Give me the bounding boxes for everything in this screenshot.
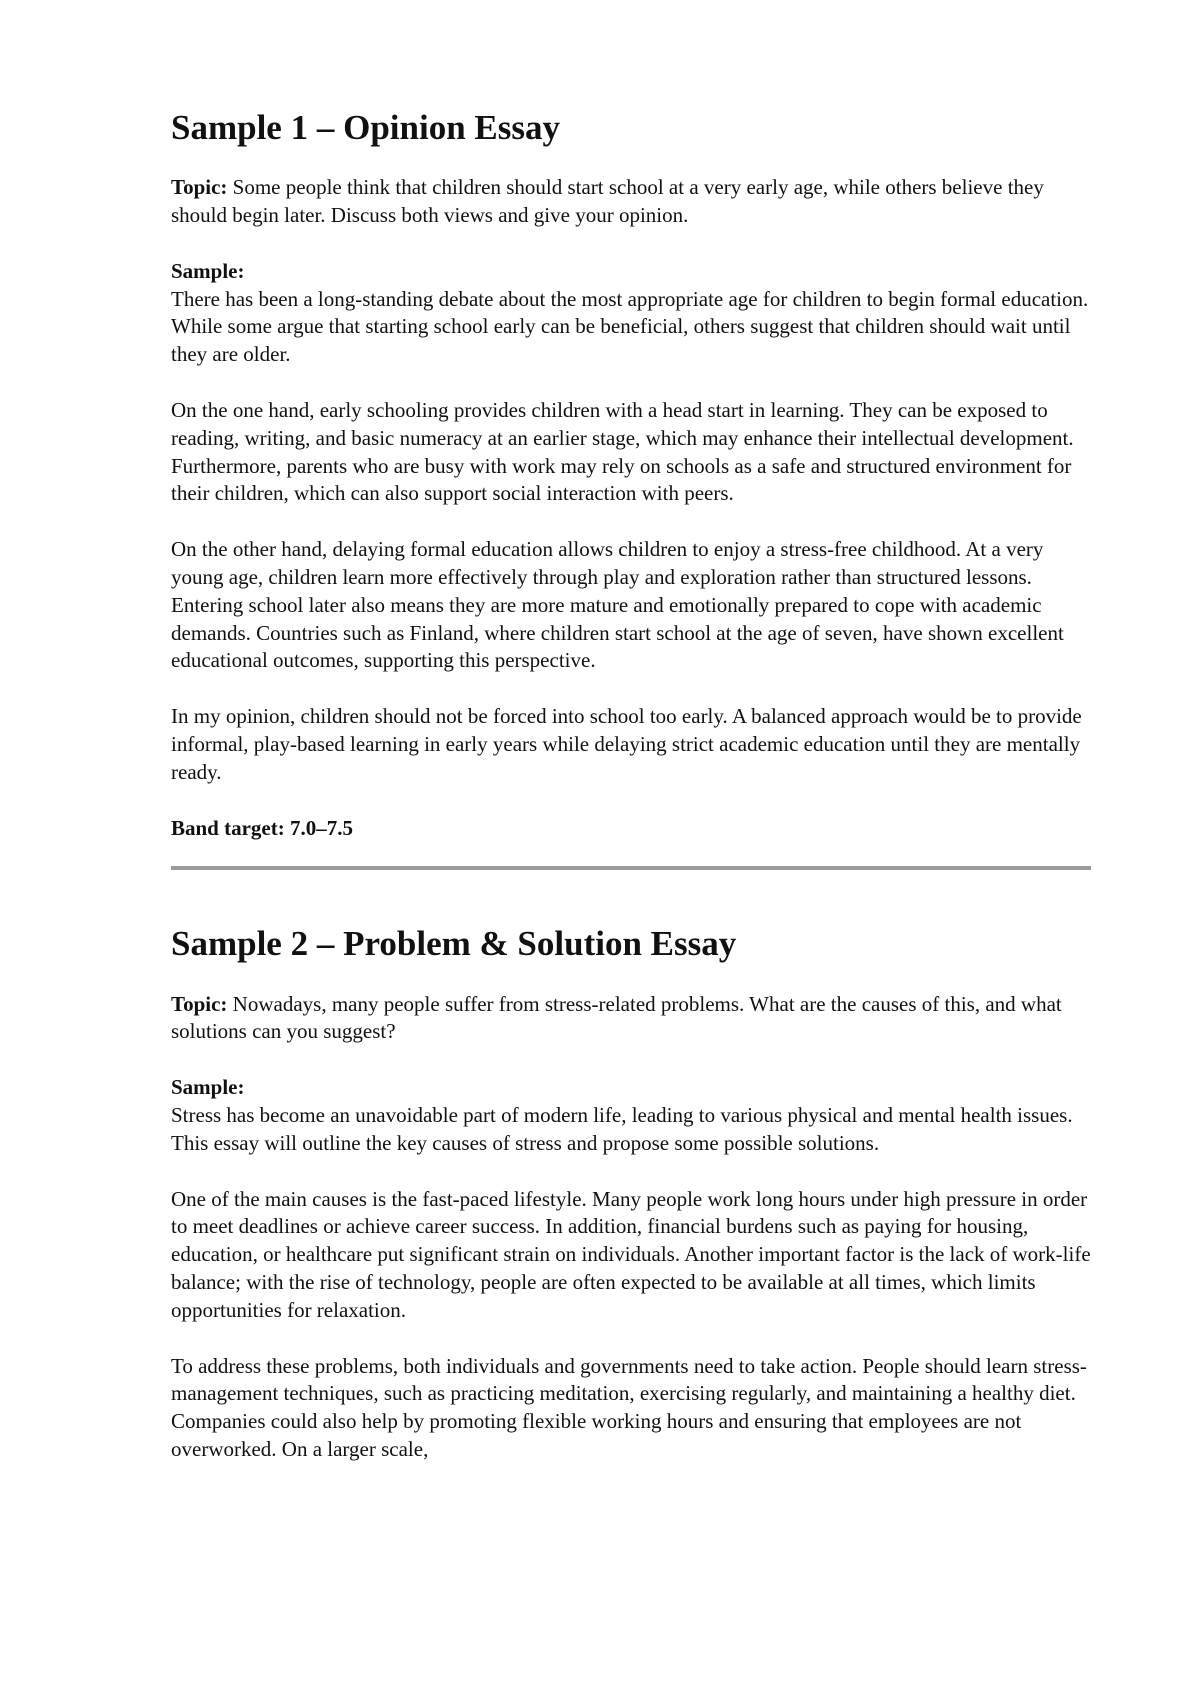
essay-paragraph: In my opinion, children should not be forced into school too early. A balanced approach would be to provide informal, play-based learning in early years while delaying strict academic education until they are mentally ready. — [171, 704, 1082, 784]
essay-topic — [171, 991, 1091, 1047]
essay-paragraph: There has been a long-standing debate about the most appropriate age for children to begin formal education. While some argue that starting school early can be beneficial, others suggest that children should wait until they are older. — [171, 286, 1089, 367]
essay-sample-2 — [171, 924, 1091, 1463]
essay-sample-1 — [171, 108, 1091, 842]
topic-text: Nowadays, many people suffer from stress-related problems. What are the causes of this, and what solutions can you suggest? — [171, 991, 1062, 1044]
essay-title: Sample 1 – Opinion Essay — [171, 108, 560, 147]
essay-topic — [171, 174, 1091, 230]
sample-label: Sample: — [171, 1075, 245, 1100]
band-target: Band target: 7.0–7.5 — [171, 815, 353, 840]
essay-paragraph: On the other hand, delaying formal education allows children to enjoy a stress-free childhood. At a very young age, children learn more effectively through play and exploration rather than structured lessons. Entering school later also means they are more mature and emotionally prepared to cope with academic demands. Countries such as Finland, where children start school at the age of seven, have shown excellent educational outcomes, supporting this perspective. — [171, 537, 1064, 673]
sample-body — [171, 1074, 1091, 1464]
topic-label: Topic: — [171, 175, 228, 200]
sample-body — [171, 258, 1091, 787]
essay-paragraph: On the one hand, early schooling provides children with a head start in learning. They can be exposed to reading, writing, and basic numeracy at an earlier stage, which may enhance their intellectual development. Furthermore, parents who are busy with work may rely on schools as a safe and structured environment for their children, which can also support social interaction with peers. — [171, 398, 1074, 506]
sample-label: Sample: — [171, 258, 245, 283]
essay-paragraph: Stress has become an unavoidable part of modern life, leading to various physical and mental health issues. This essay will outline the key causes of stress and propose some possible solutions. — [171, 1103, 1073, 1155]
topic-label: Topic: — [171, 991, 228, 1016]
essay-paragraph: To address these problems, both individuals and governments need to take action. People should learn stress-management techniques, such as practicing meditation, exercising regularly, and maintaining a healthy diet. Companies could also help by promoting flexible working hours and ensuring that employees are not overworked. On a larger scale, — [171, 1353, 1087, 1461]
essay-title: Sample 2 – Problem & Solution Essay — [171, 924, 737, 964]
topic-text: Some people think that children should start school at a very early age, while others believe they should begin later. Discuss both views and give your opinion. — [171, 175, 1044, 228]
essay-paragraph: One of the main causes is the fast-paced lifestyle. Many people work long hours under high pressure in order to meet deadlines or achieve career success. In addition, financial burdens such as paying for housing, education, or healthcare put significant strain on individuals. Another important factor is the lack of work-life balance; with the rise of technology, people are often expected to be available at all times, which limits opportunities for relaxation. — [171, 1186, 1091, 1322]
document-page — [171, 108, 1091, 1492]
section-divider — [171, 866, 1091, 870]
